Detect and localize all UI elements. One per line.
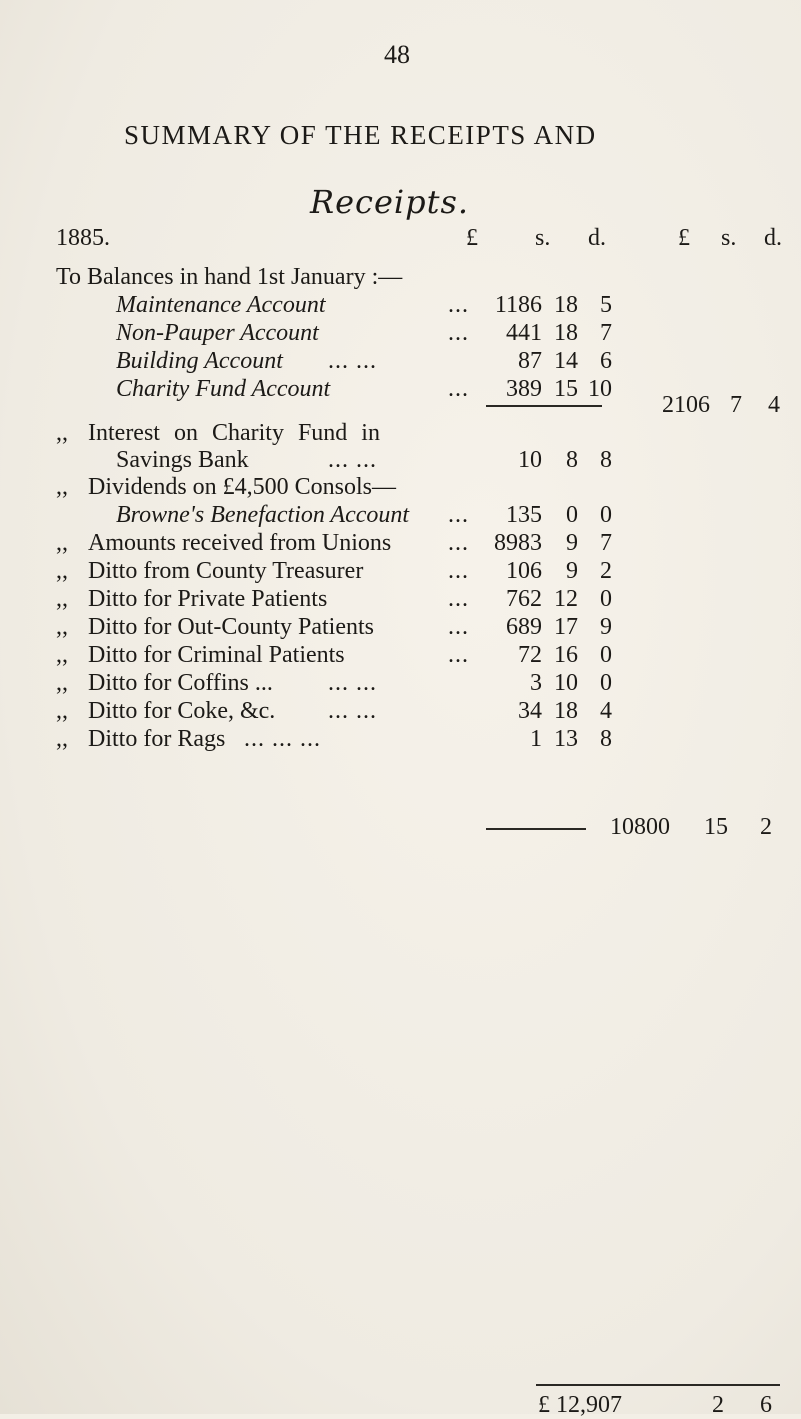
balance-label: Charity Fund Account xyxy=(116,376,331,402)
balances-total-pence: 4 xyxy=(768,392,780,418)
ditto-mark: ,, xyxy=(56,558,68,584)
receipt-shillings: 16 xyxy=(554,642,578,668)
receipt-label: Ditto for Out-County Patients xyxy=(88,614,374,640)
balance-dots: ... xyxy=(448,292,469,318)
header-total-pounds: £ xyxy=(678,225,690,251)
ditto-mark: ,, xyxy=(56,474,68,500)
interest-label-line1: Interest on Charity Fund in xyxy=(88,420,380,446)
header-total-pence: d. xyxy=(764,225,782,251)
receipt-shillings: 9 xyxy=(566,558,578,584)
receipt-shillings: 10 xyxy=(554,670,578,696)
balance-pence: 5 xyxy=(600,292,612,318)
interest-label-line2: Savings Bank xyxy=(116,447,249,473)
balance-shillings: 15 xyxy=(554,376,578,402)
section-title: Receipts. xyxy=(310,183,470,221)
dividends-dots: ... xyxy=(448,502,469,528)
balance-shillings: 18 xyxy=(554,320,578,346)
receipt-label: Ditto for Private Patients xyxy=(88,586,328,612)
ditto-mark: ,, xyxy=(56,420,68,446)
receipt-pence: 0 xyxy=(600,670,612,696)
receipt-dots: ... xyxy=(448,558,469,584)
receipt-pounds: 3 xyxy=(530,670,542,696)
receipt-dots: ... ... ... xyxy=(244,726,321,752)
receipt-pence: 8 xyxy=(600,726,612,752)
receipt-dots: ... xyxy=(448,586,469,612)
subtotal-rule xyxy=(486,405,602,407)
receipt-pence: 0 xyxy=(600,642,612,668)
balances-label: To Balances in hand 1st January :— xyxy=(56,264,403,290)
items-total-rule xyxy=(486,828,586,830)
balance-pounds: 441 xyxy=(506,320,542,346)
receipt-label: Ditto for Criminal Patients xyxy=(88,642,345,668)
balance-label: Building Account xyxy=(116,348,283,374)
receipt-label: Ditto for Coffins ... xyxy=(88,670,273,696)
receipt-shillings: 17 xyxy=(554,614,578,640)
ditto-mark: ,, xyxy=(56,530,68,556)
receipt-label: Ditto from County Treasurer xyxy=(88,558,364,584)
receipt-pence: 0 xyxy=(600,586,612,612)
balance-pence: 7 xyxy=(600,320,612,346)
interest-pence: 8 xyxy=(600,447,612,473)
receipt-pounds: 1 xyxy=(530,726,542,752)
balance-pounds: 87 xyxy=(518,348,542,374)
ditto-mark: ,, xyxy=(56,642,68,668)
balances-total-shillings: 7 xyxy=(730,392,742,418)
interest-pounds: 10 xyxy=(518,447,542,473)
balance-pence: 6 xyxy=(600,348,612,374)
page-heading: SUMMARY OF THE RECEIPTS AND xyxy=(124,120,597,150)
header-shillings: s. xyxy=(535,225,551,251)
receipt-shillings: 13 xyxy=(554,726,578,752)
receipt-pounds: 8983 xyxy=(494,530,542,556)
items-total-pence: 2 xyxy=(760,814,772,840)
receipt-pence: 2 xyxy=(600,558,612,584)
ditto-mark: ,, xyxy=(56,670,68,696)
receipt-dots: ... ... xyxy=(328,670,377,696)
grand-total-pence: 6 xyxy=(760,1392,772,1418)
balance-dots: ... xyxy=(448,320,469,346)
balance-dots: ... ... xyxy=(328,348,377,374)
receipt-shillings: 9 xyxy=(566,530,578,556)
grand-total-shillings: 2 xyxy=(712,1392,724,1418)
balances-total-pounds: 2106 xyxy=(662,392,710,418)
items-total-pounds: 10800 xyxy=(610,814,670,840)
receipt-pounds: 689 xyxy=(506,614,542,640)
receipt-label: Ditto for Rags xyxy=(88,726,226,752)
receipt-pounds: 762 xyxy=(506,586,542,612)
dividends-pounds: 135 xyxy=(506,502,542,528)
receipt-shillings: 12 xyxy=(554,586,578,612)
balance-pence: 10 xyxy=(588,376,612,402)
receipt-dots: ... xyxy=(448,530,469,556)
dividends-label-line2: Browne's Benefaction Account xyxy=(116,502,410,528)
grand-total-rule-top xyxy=(536,1384,780,1386)
receipt-dots: ... ... xyxy=(328,698,377,724)
balance-label: Maintenance Account xyxy=(116,292,326,318)
receipt-shillings: 18 xyxy=(554,698,578,724)
balance-pounds: 1186 xyxy=(494,292,542,318)
receipt-label: Amounts received from Unions xyxy=(88,530,392,556)
interest-dots: ... ... xyxy=(328,447,377,473)
balance-label: Non-Pauper Account xyxy=(116,320,319,346)
grand-total-pounds: £ 12,907 xyxy=(538,1392,622,1418)
receipt-pounds: 34 xyxy=(518,698,542,724)
year-label: 1885. xyxy=(56,225,110,251)
receipt-pence: 4 xyxy=(600,698,612,724)
interest-shillings: 8 xyxy=(566,447,578,473)
ditto-mark: ,, xyxy=(56,698,68,724)
header-pounds: £ xyxy=(466,225,478,251)
dividends-shillings: 0 xyxy=(566,502,578,528)
balance-pounds: 389 xyxy=(506,376,542,402)
dividends-pence: 0 xyxy=(600,502,612,528)
receipt-label: Ditto for Coke, &c. xyxy=(88,698,276,724)
balance-shillings: 14 xyxy=(554,348,578,374)
receipt-dots: ... xyxy=(448,642,469,668)
receipt-pence: 9 xyxy=(600,614,612,640)
balance-dots: ... xyxy=(448,376,469,402)
dividends-label-line1: Dividends on £4,500 Consols— xyxy=(88,474,397,500)
receipt-pence: 7 xyxy=(600,530,612,556)
page-number: 48 xyxy=(384,40,410,69)
receipt-pounds: 72 xyxy=(518,642,542,668)
ditto-mark: ,, xyxy=(56,726,68,752)
items-total-shillings: 15 xyxy=(704,814,728,840)
header-pence: d. xyxy=(588,225,606,251)
header-total-shillings: s. xyxy=(721,225,737,251)
ditto-mark: ,, xyxy=(56,614,68,640)
receipt-pounds: 106 xyxy=(506,558,542,584)
ditto-mark: ,, xyxy=(56,586,68,612)
balance-shillings: 18 xyxy=(554,292,578,318)
receipt-dots: ... xyxy=(448,614,469,640)
